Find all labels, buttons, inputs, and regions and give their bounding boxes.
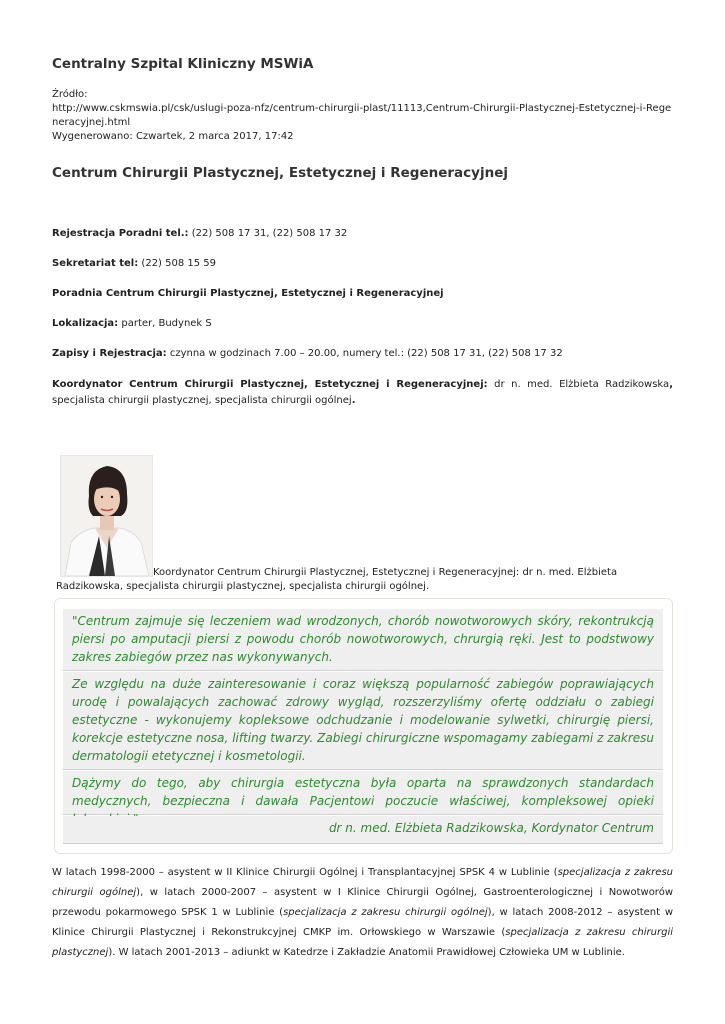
quote-paragraph-1: "Centrum zajmuje się leczeniem wad wrodzonych, chorób nowotworowych skóry, rekontrukcją piersi po amputacji piersi z powodu chorób nowotworowych, chrurgią ręki. Jest to podstwowy zakres zabiegów przez nas wykonywanych. xyxy=(63,609,663,671)
bio-text-1: W latach 1998-2000 – asystent w II Klinice Chirurgii Ogólnej i Transplantacyjnej SPSK 4 w Lublinie ( xyxy=(52,867,558,878)
coordinator-label: Koordynator Centrum Chirurgii Plastycznej, Estetycznej i Regeneracyjnej: xyxy=(52,379,488,390)
quote-paragraph-3: Dążymy do tego, aby chirurgia estetyczna była oparta na sprawdzonych standardach medycznych, bezpieczna i dawała Pacjentowi poczucie właściwej, kompleksowej opieki xyxy=(63,771,663,815)
registration-value: (22) 508 17 31, (22) 508 17 32 xyxy=(188,228,348,239)
source-label: Źródło: xyxy=(52,89,88,100)
bio-paragraph xyxy=(52,863,673,963)
appointments-line xyxy=(52,348,673,359)
portrait-image xyxy=(61,456,152,576)
clinic-name: Poradnia Centrum Chirurgii Plastycznej, Estetycznej i Regeneracyjnej xyxy=(52,288,444,299)
bio-text-4: ). W latach 2001-2013 – adiunkt w Katedrze i Zakładzie Anatomii Prawidłowej Człowieka UM w Lublinie. xyxy=(108,947,625,958)
coordinator-photo xyxy=(60,455,153,577)
location-value: parter, Budynek S xyxy=(118,318,212,329)
source-meta xyxy=(52,88,673,144)
photo-caption xyxy=(56,566,656,594)
quote-signature: dr n. med. Elżbieta Radzikowska, Kordynator Centrum xyxy=(63,816,663,844)
coordinator-name: dr n. med. Elżbieta Radzikowska xyxy=(487,379,670,390)
quote-paragraph-2: Ze względu na duże zainteresowanie i coraz większą popularność zabiegów poprawiających urodę i powalających zachować zdrowy wygląd, rozszerzyliśmy ofertę oddziału o zabiegi estetyczne - wykonujemy kopleksowe odchudzanie i modelowanie sylwetki, chirurgię piersi, korekcje estetyczne nosa, lifting twarzy. Zabiegi chirurgiczne wspomagamy zabiegami z zakresu dermatologii etetycznej i kosmetologii. xyxy=(63,672,663,770)
appointments-label: Zapisy i Rejestracja: xyxy=(52,348,167,359)
bio-text-2: ), w latach 2000-2007 – asystent w I Klinice Chirurgii Ogólnej, Gastroenterologicznej i Nowotworów przewodu pokarmowego SPSK 1 w Lublinie ( xyxy=(52,887,673,918)
source-url[interactable]: http://www.cskmswia.pl/csk/uslugi-poza-nfz/centrum-chirurgii-plast/11113,Centrum-Chirurgii-Plastycznej-Estetycznej-i-Regeneracyjnej.html xyxy=(52,103,672,128)
bio-italic-2: specjalizacja z zakresu chirurgii ogólnej xyxy=(283,907,488,918)
bio-italic-3: specjalizacja z zakresu chirurgii plastycznej xyxy=(52,927,674,958)
photo-caption-text: Koordynator Centrum Chirurgii Plastycznej, Estetycznej i Regeneracyjnej: dr n. med. Elżbieta Radzikowska, specjalista chirurgii plastycznej, specjalista chirurgii ogólnej. xyxy=(56,567,618,592)
coordinator-dot: . xyxy=(351,395,356,406)
secretariat-line xyxy=(52,258,673,269)
location-label: Lokalizacja: xyxy=(52,318,119,329)
coordinator-comma: , xyxy=(669,379,673,390)
registration-label: Rejestracja Poradni tel.: xyxy=(52,228,189,239)
appointments-value: czynna w godzinach 7.00 – 20.00, numery tel.: (22) 508 17 31, (22) 508 17 32 xyxy=(166,348,563,359)
generated-date: Wygenerowano: Czwartek, 2 marca 2017, 17:42 xyxy=(52,131,294,142)
registration-line xyxy=(52,228,673,239)
quote-box xyxy=(54,598,673,854)
secretariat-label: Sekretariat tel: xyxy=(52,258,139,269)
clinic-name-line xyxy=(52,288,673,299)
bio-italic-1: specjalizacja z zakresu chirurgii ogólnej xyxy=(52,867,673,898)
page-heading: Centrum Chirurgii Plastycznej, Estetycznej i Regeneracyjnej xyxy=(52,165,508,181)
location-line xyxy=(52,318,673,329)
site-title: Centralny Szpital Kliniczny MSWiA xyxy=(52,56,314,72)
bio-text-3: ), w latach 2008-2012 – asystent w Klinice Chirurgii Plastycznej i Rekonstrukcyjnej CMKP im. Orłowskiego w Warszawie ( xyxy=(52,907,673,938)
coordinator-specialty: specjalista chirurgii plastycznej, specjalista chirurgii ogólnej xyxy=(52,395,352,406)
coordinator-paragraph xyxy=(52,377,673,409)
secretariat-value: (22) 508 15 59 xyxy=(138,258,217,269)
